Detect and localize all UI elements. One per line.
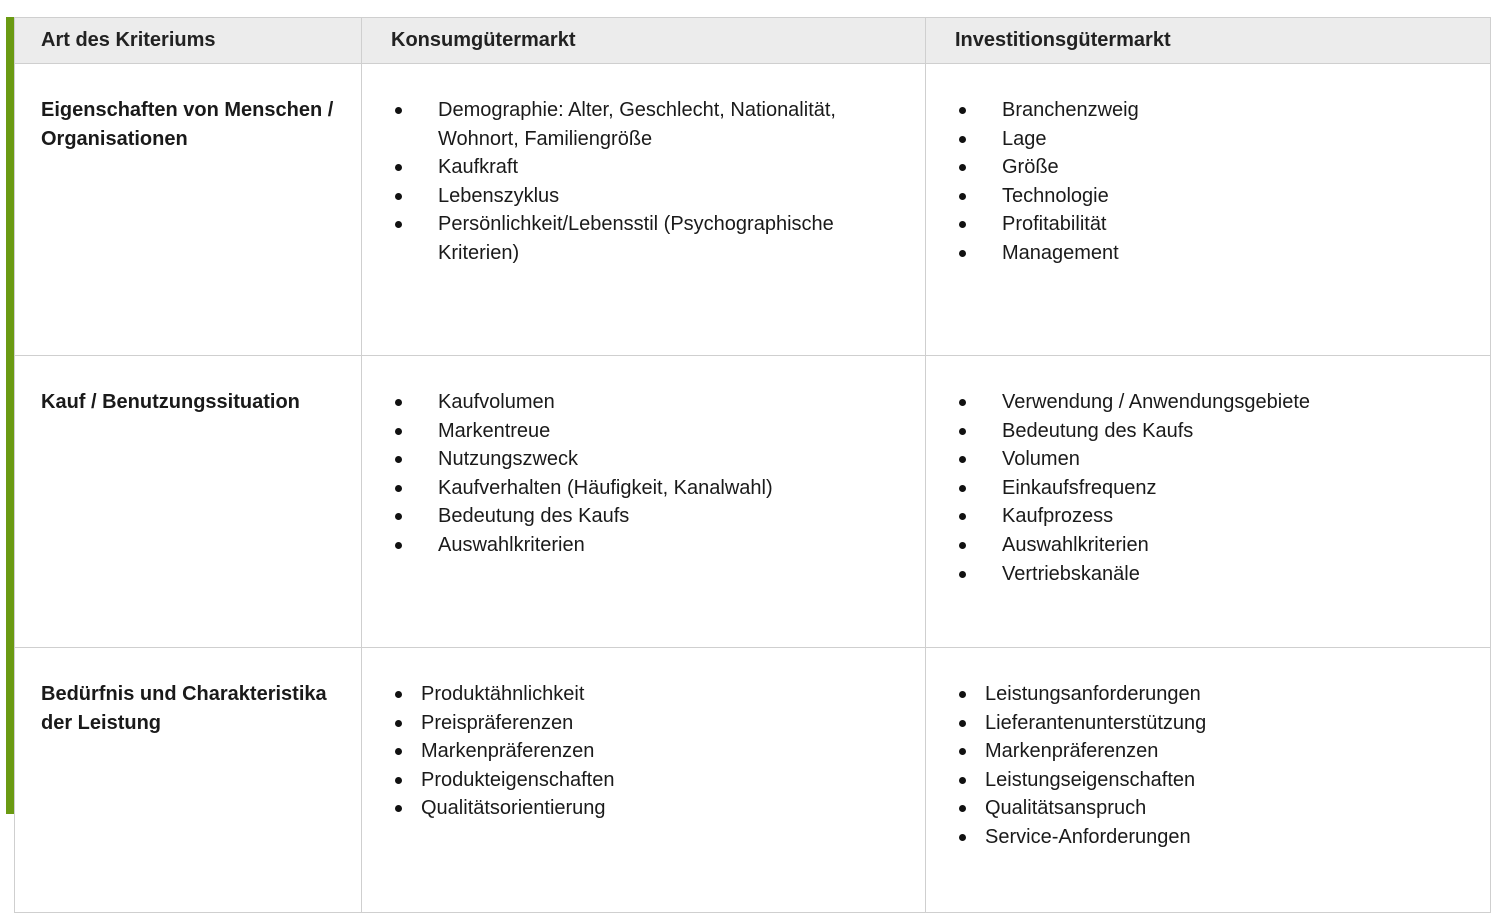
list-item: Qualitätsorientierung <box>391 794 905 823</box>
bullet-icon <box>395 513 402 520</box>
list-item: Einkaufsfrequenz <box>955 474 1470 503</box>
consumer-list <box>391 96 905 268</box>
list-item: Produktähnlichkeit <box>391 680 905 709</box>
list-item: Produkteigenschaften <box>391 766 905 795</box>
list-item: Bedeutung des Kaufs <box>391 502 905 531</box>
table-row <box>15 64 1491 356</box>
bullet-icon <box>959 164 966 171</box>
bullet-icon <box>959 485 966 492</box>
bullet-icon <box>395 164 402 171</box>
bullet-icon <box>959 513 966 520</box>
table-row <box>15 356 1491 648</box>
bullet-icon <box>959 834 966 841</box>
list-item: Größe <box>955 153 1470 182</box>
bullet-icon <box>959 428 966 435</box>
list-item: Technologie <box>955 182 1470 211</box>
bullet-icon <box>959 456 966 463</box>
list-item: Kaufprozess <box>955 502 1470 531</box>
bullet-icon <box>395 542 402 549</box>
list-item: Persönlichkeit/Lebensstil (Psychographische Kriterien) <box>391 210 905 267</box>
bullet-icon <box>959 193 966 200</box>
bullet-icon <box>395 221 402 228</box>
list-item: Verwendung / Anwendungsgebiete <box>955 388 1470 417</box>
bullet-icon <box>959 571 966 578</box>
bullet-icon <box>959 399 966 406</box>
criterion-label: Bedürfnis und Charakteristika der Leistung <box>15 648 362 913</box>
segmentation-criteria-table <box>14 17 1491 913</box>
list-item: Preispräferenzen <box>391 709 905 738</box>
list-item: Nutzungszweck <box>391 445 905 474</box>
bullet-icon <box>395 456 402 463</box>
consumer-cell <box>362 648 926 913</box>
consumer-cell <box>362 64 926 356</box>
bullet-icon <box>959 691 966 698</box>
bullet-icon <box>959 805 966 812</box>
industrial-cell <box>926 356 1491 648</box>
header-consumer-market: Konsumgütermarkt <box>362 18 926 64</box>
bullet-icon <box>395 193 402 200</box>
header-criterion-type: Art des Kriteriums <box>15 18 362 64</box>
bullet-icon <box>395 399 402 406</box>
list-item: Management <box>955 239 1470 268</box>
bullet-icon <box>959 748 966 755</box>
list-item: Markenpräferenzen <box>391 737 905 766</box>
list-item: Lebenszyklus <box>391 182 905 211</box>
consumer-cell <box>362 356 926 648</box>
bullet-icon <box>959 221 966 228</box>
industrial-cell <box>926 64 1491 356</box>
list-item: Auswahlkriterien <box>955 531 1470 560</box>
table-header-row <box>15 18 1491 64</box>
industrial-list <box>955 96 1470 268</box>
bullet-icon <box>395 428 402 435</box>
list-item: Branchenzweig <box>955 96 1470 125</box>
header-industrial-market: Investitionsgütermarkt <box>926 18 1491 64</box>
consumer-list <box>391 680 905 823</box>
list-item: Kaufverhalten (Häufigkeit, Kanalwahl) <box>391 474 905 503</box>
list-item: Demographie: Alter, Geschlecht, Nationalität, Wohnort, Familiengröße <box>391 96 905 153</box>
bullet-icon <box>959 136 966 143</box>
bullet-icon <box>395 748 402 755</box>
list-item: Vertriebskanäle <box>955 560 1470 589</box>
list-item: Leistungseigenschaften <box>955 766 1470 795</box>
bullet-icon <box>959 720 966 727</box>
bullet-icon <box>395 485 402 492</box>
bullet-icon <box>395 805 402 812</box>
list-item: Qualitätsanspruch <box>955 794 1470 823</box>
list-item: Lieferantenunterstützung <box>955 709 1470 738</box>
bullet-icon <box>959 777 966 784</box>
bullet-icon <box>395 720 402 727</box>
list-item: Volumen <box>955 445 1470 474</box>
criterion-label: Kauf / Benutzungssituation <box>15 356 362 648</box>
list-item: Kaufvolumen <box>391 388 905 417</box>
bullet-icon <box>395 107 402 114</box>
list-item: Kaufkraft <box>391 153 905 182</box>
consumer-list <box>391 388 905 560</box>
bullet-icon <box>959 250 966 257</box>
list-item: Service-Anforderungen <box>955 823 1470 852</box>
list-item: Lage <box>955 125 1470 154</box>
list-item: Markenpräferenzen <box>955 737 1470 766</box>
industrial-list <box>955 680 1470 852</box>
list-item: Leistungsanforderungen <box>955 680 1470 709</box>
list-item: Auswahlkriterien <box>391 531 905 560</box>
list-item: Markentreue <box>391 417 905 446</box>
list-item: Bedeutung des Kaufs <box>955 417 1470 446</box>
table-row <box>15 648 1491 913</box>
bullet-icon <box>959 542 966 549</box>
accent-bar <box>6 17 14 814</box>
list-item: Profitabilität <box>955 210 1470 239</box>
industrial-list <box>955 388 1470 588</box>
bullet-icon <box>395 777 402 784</box>
bullet-icon <box>959 107 966 114</box>
bullet-icon <box>395 691 402 698</box>
criterion-label: Eigenschaften von Menschen / Organisationen <box>15 64 362 356</box>
industrial-cell <box>926 648 1491 913</box>
